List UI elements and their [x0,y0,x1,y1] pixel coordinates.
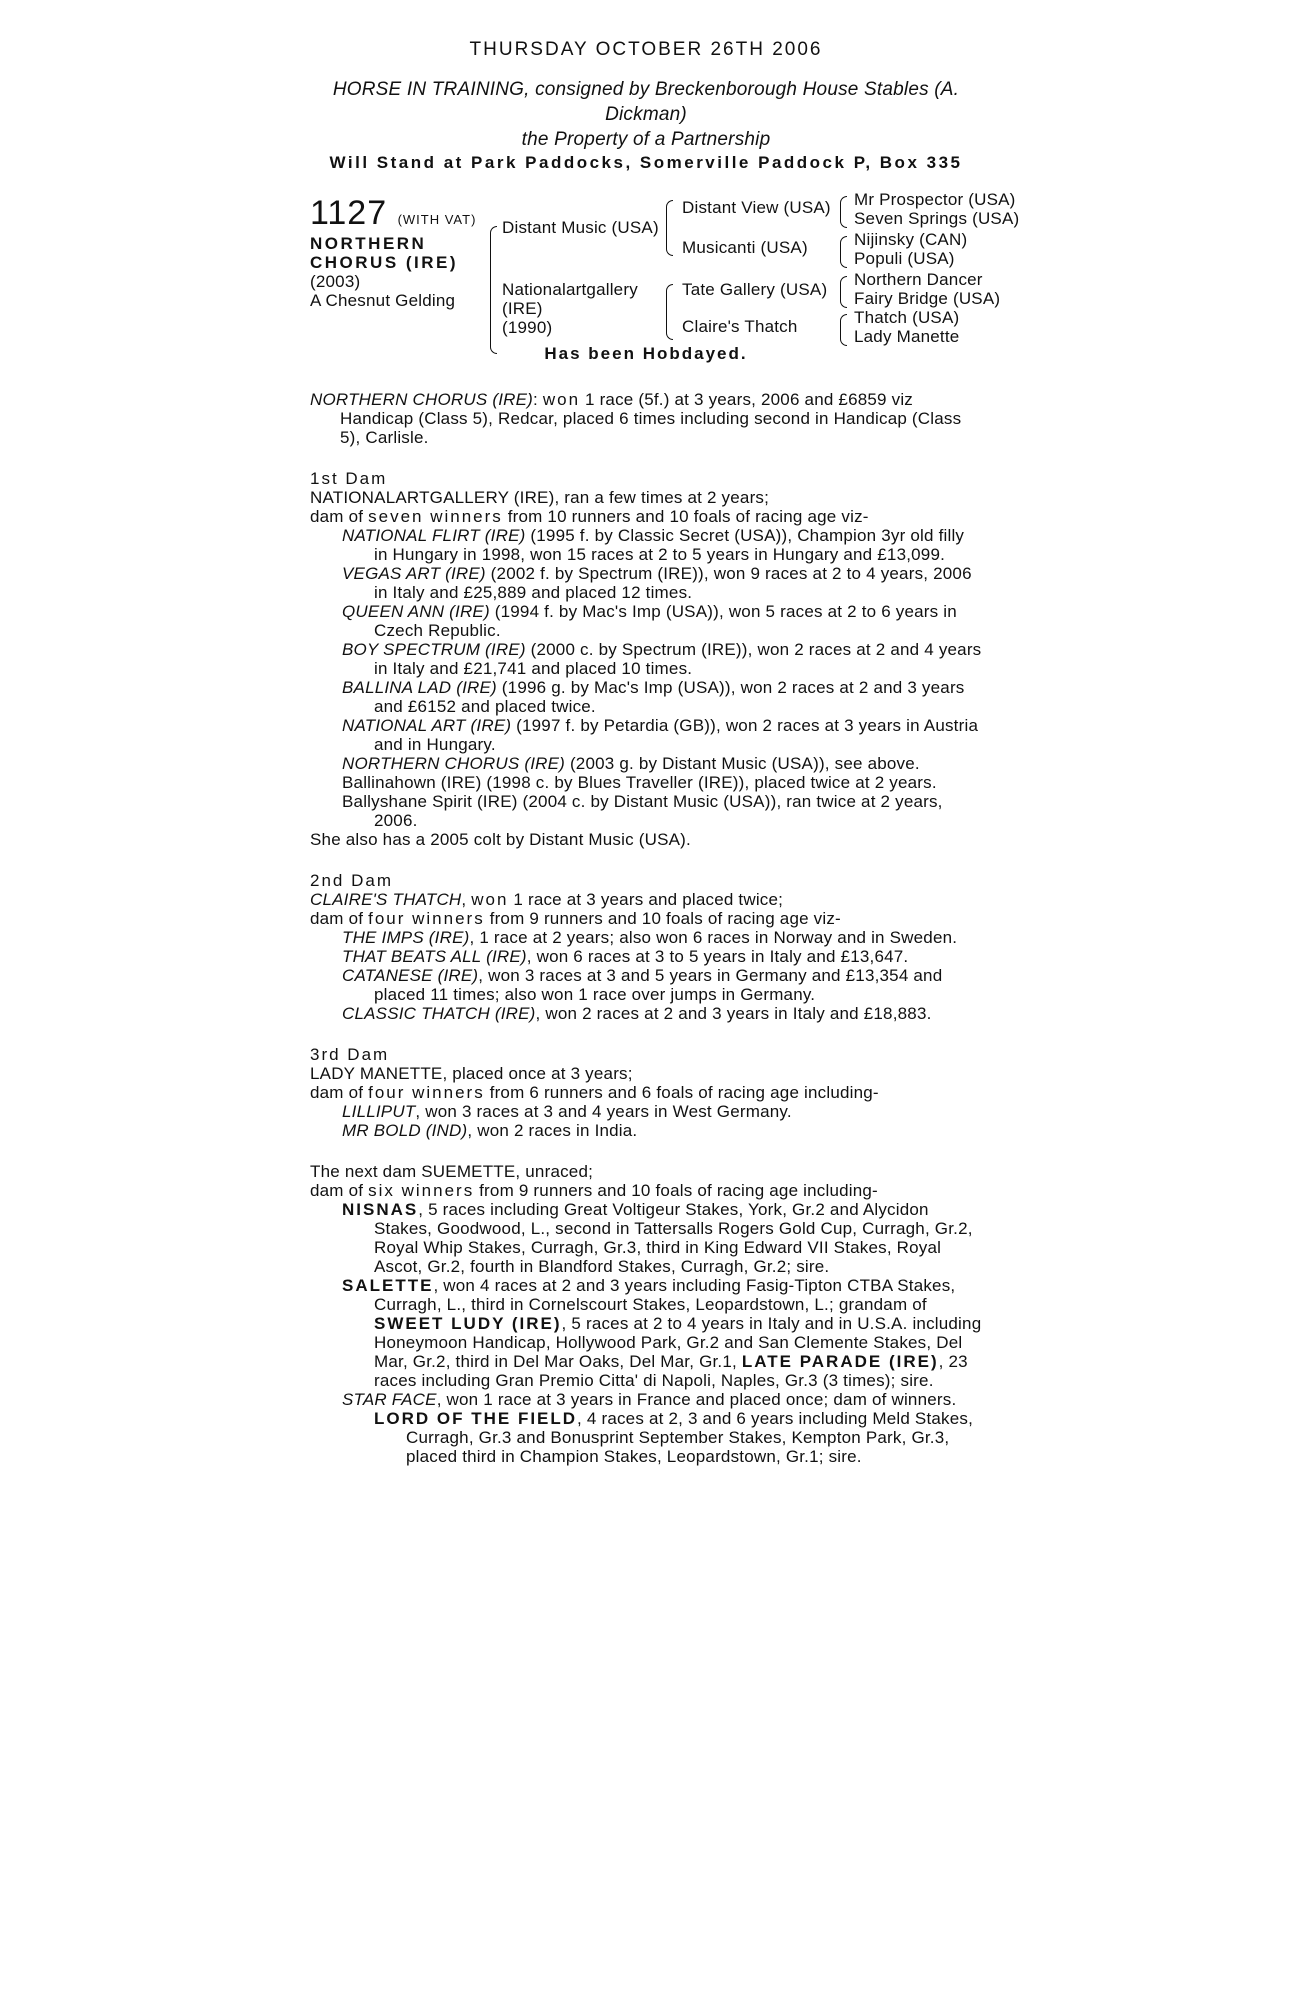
fourth-dam-produce [310,1181,982,1200]
vat-label: (WITH VAT) [397,212,477,227]
progeny-name: THE IMPS (IRE) [342,928,470,947]
dam-line1: Nationalartgallery [502,280,638,299]
dd-dam: Lady Manette [854,327,960,346]
progeny-record: , won 4 races at 2 and 3 years including Fasig-Tipton CTBA Stakes, Curragh, L., third in Cornelscourt Stakes, Leopardstown, L.; grandam of [374,1276,956,1314]
first-dam-intro: NATIONALARTGALLERY (IRE), ran a few times at 2 years; [310,488,770,507]
third-dam-progeny-list [310,1102,982,1140]
summary-colon: : [533,390,543,409]
progeny-name: CLASSIC THATCH (IRE) [342,1004,536,1023]
progeny-record: (2003 g. by Distant Music (USA)), see above. [565,754,920,773]
dam-of-label: dam of [310,507,369,526]
sire: Distant Music (USA) [502,218,659,237]
progeny-entry [310,640,982,678]
progeny-record: , won 3 races at 3 and 4 years in West Germany. [415,1102,792,1121]
third-dam-section [310,1045,982,1140]
first-dam-section [310,469,982,849]
horse-year: (2003) [310,272,361,291]
progeny-entry [310,792,982,830]
dam-line3: (1990) [502,318,553,337]
progeny-entry [310,716,982,754]
progeny-record: , won 2 races at 2 and 3 years in Italy and £18,883. [535,1004,932,1023]
progeny-record: , won 3 races at 3 and 5 years in Germany and £13,354 and placed 11 times; also won 1 race over jumps in Germany. [374,966,943,1004]
progeny-entry [310,602,982,640]
brace-sd [840,236,847,268]
third-dam-heading: 3rd Dam [310,1045,390,1064]
progeny-record: (1997 f. by Petardia (GB)), won 2 races at 3 years in Austria and in Hungary. [374,716,979,754]
lot-number [310,196,476,237]
progeny-record: Ballinahown (IRE) (1998 c. by Blues Traveller (IRE)), placed twice at 2 years. [342,773,937,792]
progeny-name: STAR FACE [342,1390,437,1409]
progeny-entry [310,1121,982,1140]
winners-count: four winners [368,909,485,928]
lot-property: the Property of a Partnership [521,129,771,150]
progeny-entry-star-face [310,1390,982,1409]
progeny-name: BOY SPECTRUM (IRE) [342,640,526,659]
second-dam-heading: 2nd Dam [310,871,393,890]
progeny-entry-nisnas [310,1200,982,1276]
third-dam-produce [310,1083,982,1102]
third-dam-intro: LADY MANETTE, placed once at 3 years; [310,1064,633,1083]
progeny-record: , won 1 race at 3 years in France and placed once; dam of winners. [436,1390,957,1409]
first-dam-footer: She also has a 2005 colt by Distant Music (USA). [310,830,691,849]
progeny-name: NORTHERN CHORUS (IRE) [342,754,566,773]
progeny-name: QUEEN ANN (IRE) [342,602,490,621]
progeny-record: (1995 f. by Classic Secret (USA)), Champion 3yr old filly in Hungary in 1998, won 15 races at 2 to 5 years in Hungary and £13,099. [374,526,965,564]
winners-count: seven winners [368,507,503,526]
lot-type: HORSE IN TRAINING, consigned by Breckenborough House Stables (A. Dickman) [332,79,960,125]
race-summary [310,390,982,447]
progeny-name: CATANESE (IRE) [342,966,479,985]
summary-text: 1 race (5f.) at 3 years, 2006 and £6859 viz Handicap (Class 5), Redcar, placed 6 times including second in Handicap (Class 5), Carlisle. [340,390,962,447]
ss-dam: Seven Springs (USA) [854,209,1020,228]
stand-location: Will Stand at Park Paddocks, Somerville Paddock P, Box 335 [329,153,963,172]
progeny-record: , 1 race at 2 years; also won 6 races in Norway and in Sweden. [469,928,958,947]
dam-dam: Claire's Thatch [682,317,798,336]
progeny-entry [310,966,982,1004]
brace-ds [840,276,847,308]
dam-of-label: dam of [310,1083,369,1102]
fourth-dam-section [310,1162,982,1466]
progeny-entry [310,678,982,716]
summary-won: won [542,390,581,409]
ds-dam: Fairy Bridge (USA) [854,289,1001,308]
brace-dam [666,284,673,340]
produce-summary: from 9 runners and 10 foals of racing age viz- [484,909,841,928]
second-dam-name: CLAIRE'S THATCH [310,890,462,909]
dam-of-label: dam of [310,909,369,928]
pedigree-table [310,190,1020,364]
produce-summary: from 9 runners and 10 foals of racing age including- [474,1181,878,1200]
produce-summary: from 10 runners and 10 foals of racing age viz- [502,507,869,526]
progeny-entry [310,1102,982,1121]
second-dam-progeny-list [310,928,982,1023]
progeny-name: BALLINA LAD (IRE) [342,678,497,697]
progeny-record: , won 2 races in India. [467,1121,638,1140]
progeny-name: NISNAS [342,1200,419,1219]
progeny-record: (2002 f. by Spectrum (IRE)), won 9 races at 2 to 4 years, 2006 in Italy and £25,889 and placed 12 times. [374,564,972,602]
catalogue-page [310,39,1020,1466]
first-dam-progeny-list [310,526,982,773]
second-dam-intro [310,890,982,909]
progeny-entry-salette [310,1276,982,1390]
progeny-record: , won 6 races at 3 to 5 years in Italy and £13,647. [526,947,909,966]
progeny-entry [310,773,982,792]
produce-summary: from 6 runners and 6 foals of racing age including- [484,1083,879,1102]
first-dam-other-foals [310,773,982,830]
winners-count: four winners [368,1083,485,1102]
progeny-name: VEGAS ART (IRE) [342,564,486,583]
horse-name-line2: CHORUS (IRE) [310,253,459,272]
summary-horse-name: NORTHERN CHORUS (IRE) [310,390,534,409]
first-dam-produce [310,507,982,526]
horse-description: A Chesnut Gelding [310,291,456,310]
progeny-record: , 5 races at 2 to 4 years in Italy and in U.S.A. including Honeymoon Handicap, Hollywood Park, Gr.2 and San Clemente Stakes, Del Mar, Gr.2, third in Del Mar Oaks, Del Mar, Gr.1, [374,1314,982,1371]
progeny-name: NATIONAL FLIRT (IRE) [342,526,526,545]
progeny-name: NATIONAL ART (IRE) [342,716,512,735]
progeny-name: LILLIPUT [342,1102,416,1121]
second-dam-produce [310,909,982,928]
progeny-record: (1996 g. by Mac's Imp (USA)), won 2 races at 2 and 3 years and £6152 and placed twice. [374,678,965,716]
second-dam-sep: , [461,890,472,909]
progeny-entry [310,526,982,564]
sd-sire: Nijinsky (CAN) [854,230,968,249]
dd-sire: Thatch (USA) [854,308,960,327]
second-dam-record: 1 race at 3 years and placed twice; [508,890,784,909]
progeny-name: MR BOLD (IND) [342,1121,468,1140]
progeny-name: LORD OF THE FIELD [374,1409,578,1428]
winners-count: six winners [368,1181,475,1200]
progeny-record: , 5 races including Great Voltigeur Stakes, York, Gr.2 and Alycidon Stakes, Goodwood, L., second in Tattersalls Rogers Gold Cup, Curragh, Gr.2, Royal Whip Stakes, Curragh, Gr.3, third in King Edward VII Stakes, Royal Ascot, Gr.2, fourth in Blandford Stakes, Curragh, Gr.2; sire. [374,1200,973,1276]
grand-progeny-name: SWEET LUDY (IRE) [374,1314,562,1333]
progeny-name: THAT BEATS ALL (IRE) [342,947,527,966]
lot-number-value: 1127 [310,194,388,232]
second-dam-section [310,871,982,1023]
ss-sire: Mr Prospector (USA) [854,190,1016,209]
brace-ss [840,196,847,228]
sale-date: THURSDAY OCTOBER 26TH 2006 [469,39,823,60]
progeny-record: , 23 races including Gran Premio Citta' di Napoli, Naples, Gr.3 (3 times); sire. [374,1352,968,1390]
brace-dd [840,314,847,346]
horse-name-line1: NORTHERN [310,234,427,253]
sire-sire: Distant View (USA) [682,198,831,217]
progeny-entry [310,928,982,947]
progeny-entry [310,564,982,602]
progeny-entry [310,1004,982,1023]
progeny-record: , 4 races at 2, 3 and 6 years including Meld Stakes, Curragh, Gr.3 and Bonusprint September Stakes, Kempton Park, Gr.3, placed third in Champion Stakes, Leopardstown, Gr.1; sire. [406,1409,973,1466]
progeny-record: (1994 f. by Mac's Imp (USA)), won 5 races at 2 to 6 years in Czech Republic. [374,602,957,640]
second-dam-won: won [471,890,509,909]
grand-progeny-name: LATE PARADE (IRE) [741,1352,939,1371]
hobday-note: Has been Hobdayed. [544,344,748,363]
progeny-record: (2000 c. by Spectrum (IRE)), won 2 races at 2 and 4 years in Italy and £21,741 and placed 10 times. [374,640,982,678]
brace-sire [666,200,673,256]
sd-dam: Populi (USA) [854,249,955,268]
fourth-dam-intro: The next dam SUEMETTE, unraced; [310,1162,594,1181]
dam-sire: Tate Gallery (USA) [682,280,828,299]
brace-gen1 [490,226,497,354]
progeny-entry [310,754,982,773]
ds-sire: Northern Dancer [854,270,983,289]
sire-dam: Musicanti (USA) [682,238,808,257]
first-dam-heading: 1st Dam [310,469,388,488]
dam-line2: (IRE) [502,299,543,318]
progeny-entry [310,947,982,966]
progeny-entry-lord-of-the-field [310,1409,982,1466]
dam-of-label: dam of [310,1181,369,1200]
progeny-record: Ballyshane Spirit (IRE) (2004 c. by Distant Music (USA)), ran twice at 2 years, 2006. [342,792,943,830]
progeny-name: SALETTE [342,1276,434,1295]
